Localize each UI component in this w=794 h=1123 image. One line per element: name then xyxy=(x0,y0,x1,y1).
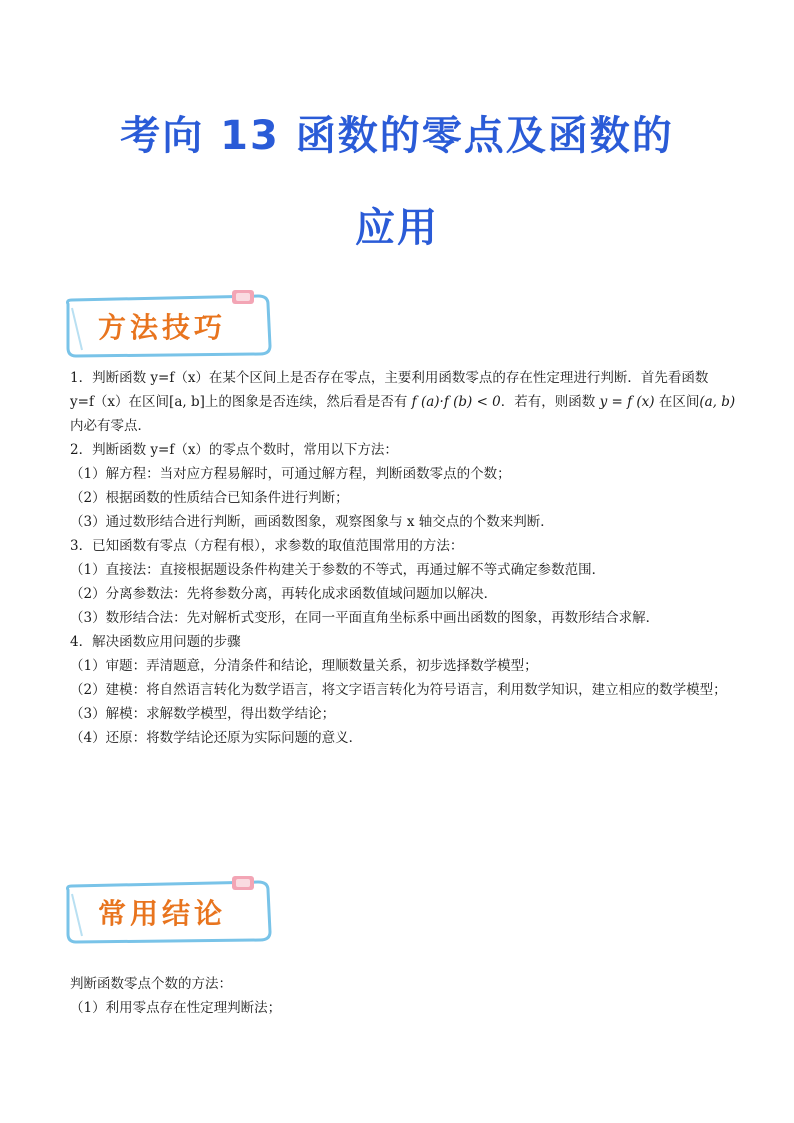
text-line: （4）还原：将数学结论还原为实际问题的意义． xyxy=(70,730,363,746)
page-title-line2: 应用 xyxy=(355,205,439,251)
text-line: （2）建模：将自然语言转化为数学语言，将文字语言转化为符号语言，利用数学知识，建立相应的数学模型； xyxy=(70,682,727,698)
conclusion-content xyxy=(70,972,730,1020)
badge-label: 方法技巧 xyxy=(98,311,227,344)
text-span: 在区间 xyxy=(654,394,700,410)
text-line: （3）解模：求解数学模型，得出数学结论； xyxy=(70,706,336,722)
text-line: （2）根据函数的性质结合已知条件进行判断； xyxy=(70,490,349,506)
methods-content xyxy=(70,366,736,750)
text-span: ．若有，则函数 xyxy=(500,394,600,410)
text-line: （1）直接法：直接根据题设条件构建关于参数的不等式，再通过解不等式确定参数范围． xyxy=(70,562,606,578)
text-line: 内必有零点． xyxy=(70,418,151,434)
text-span: y=f（x）在区间[a, b]上的图象是否连续，然后看是否有 xyxy=(70,394,412,410)
text-line: （2）分离参数法：先将参数分离，再转化成求函数值域问题加以解决． xyxy=(70,586,498,602)
text-line: （3）数形结合法：先对解析式变形，在同一平面直角坐标系中画出函数的图象，再数形结合求解． xyxy=(70,610,660,626)
text-line: （1）审题：弄清题意，分清条件和结论，理顺数量关系，初步选择数学模型； xyxy=(70,658,538,674)
text-line: （1）解方程：当对应方程易解时，可通过解方程，判断函数零点的个数； xyxy=(70,466,511,482)
text-line: 1．判断函数 y=f（x）在某个区间上是否存在零点，主要利用函数零点的存在性定理进行判断．首先看函数 xyxy=(70,370,709,386)
text-line: （3）通过数形结合进行判断，画函数图象，观察图象与 x 轴交点的个数来判断． xyxy=(70,514,554,530)
text-line: 2．判断函数 y=f（x）的零点个数时，常用以下方法： xyxy=(70,442,398,458)
text-line: （1）利用零点存在性定理判断法； xyxy=(70,1000,282,1016)
text-line xyxy=(70,390,736,414)
section-badge-methods xyxy=(62,290,280,360)
formula: (a, b) xyxy=(699,394,736,410)
formula: f (a)·f (b) < 0 xyxy=(411,394,501,410)
section-badge-conclusions xyxy=(62,876,280,946)
text-line: 判断函数零点个数的方法： xyxy=(70,976,232,992)
text-line: 3．已知函数有零点（方程有根），求参数的取值范围常用的方法： xyxy=(70,538,464,554)
badge-label: 常用结论 xyxy=(98,897,227,930)
formula: y = f (x) xyxy=(599,394,655,410)
page-title-line1: 考向 13 函数的零点及函数的 xyxy=(120,113,674,159)
text-line: 4．解决函数应用问题的步骤 xyxy=(70,634,241,650)
